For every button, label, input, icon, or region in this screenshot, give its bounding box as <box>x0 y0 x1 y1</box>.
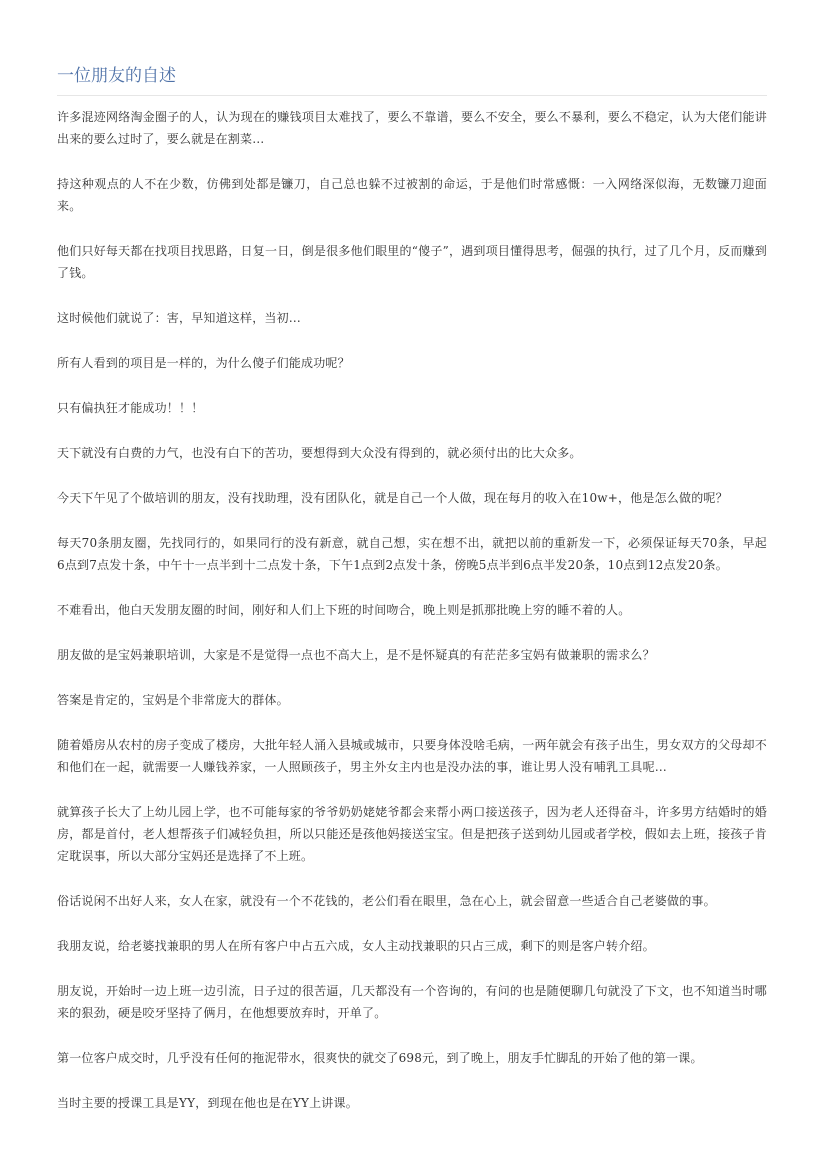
paragraph: 俗话说闲不出好人来，女人在家，就没有一个不花钱的，老公们看在眼里，急在心上，就会留意一些适合自己老婆做的事。 <box>57 894 716 908</box>
paragraph: 答案是肯定的，宝妈是个非常庞大的群体。 <box>57 693 289 707</box>
paragraph: 天下就没有白费的力气，也没有白下的苦功，要想得到大众没有得到的，就必须付出的比大众多。 <box>57 446 582 460</box>
article <box>57 62 767 1137</box>
paragraph: 持这种观点的人不在少数，仿佛到处都是镰刀，自己总也躲不过被割的命运，于是他们时常感慨：一入网络深似海，无数镰刀迎面来。 <box>57 177 767 213</box>
paragraph: 朋友做的是宝妈兼职培训，大家是不是觉得一点也不高大上，是不是怀疑真的有茫茫多宝妈有做兼职的需求么？ <box>57 648 655 662</box>
paragraph: 当时主要的授课工具是YY，到现在他也是在YY上讲课。 <box>57 1096 358 1110</box>
paragraph: 他们只好每天都在找项目找思路，日复一日，倒是很多他们眼里的“傻子”，遇到项目懂得思考，倔强的执行，过了几个月，反而赚到了钱。 <box>57 244 767 280</box>
paragraph: 第一位客户成交时，几乎没有任何的拖泥带水，很爽快的就交了698元，到了晚上，朋友手忙脚乱的开始了他的第一课。 <box>57 1051 703 1065</box>
paragraph: 就算孩子长大了上幼儿园上学，也不可能每家的爷爷奶奶姥姥爷都会来帮小两口接送孩子，因为老人还得奋斗，许多男方结婚时的婚房，都是首付，老人想帮孩子们减轻负担，所以只能还是孩他妈接送宝宝。但是把孩子送到幼儿园或者学校，假如去上班，接孩子肯定耽误事，所以大部分宝妈还是选择了不上班。 <box>57 805 767 863</box>
paragraph: 朋友说，开始时一边上班一边引流，日子过的很苦逼，几天都没有一个咨询的，有问的也是随便聊几句就没了下文，也不知道当时哪来的狠劲，硬是咬牙坚持了俩月，在他想要放弃时，开单了。 <box>57 984 767 1020</box>
paragraph: 许多混迹网络淘金圈子的人，认为现在的赚钱项目太难找了，要么不靠谱，要么不安全，要么不暴利，要么不稳定，认为大佬们能讲出来的要么过时了，要么就是在割菜… <box>57 110 767 146</box>
paragraph: 只有偏执狂才能成功！！！ <box>57 401 204 415</box>
article-body <box>57 106 767 1114</box>
paragraph: 所有人看到的项目是一样的，为什么傻子们能成功呢？ <box>57 356 350 370</box>
paragraph: 我朋友说，给老婆找兼职的男人在所有客户中占五六成，女人主动找兼职的只占三成，剩下的则是客户转介绍。 <box>57 939 655 953</box>
paragraph: 这时候他们就说了：害，早知道这样，当初… <box>57 311 302 325</box>
paragraph: 不难看出，他白天发朋友圈的时间，刚好和人们上下班的时间吻合，晚上则是抓那批晚上穷的睡不着的人。 <box>57 603 631 617</box>
paragraph: 今天下午见了个做培训的朋友，没有找助理，没有团队化，就是自己一个人做，现在每月的收入在10w+，他是怎么做的呢？ <box>57 491 728 505</box>
article-title: 一位朋友的自述 <box>57 62 767 96</box>
paragraph: 随着婚房从农村的房子变成了楼房，大批年轻人涌入县城或城市，只要身体没啥毛病，一两年就会有孩子出生，男女双方的父母却不和他们在一起，就需要一人赚钱养家，一人照顾孩子，男主外女主内也是没办法的事，谁让男人没有哺乳工具呢… <box>57 738 767 774</box>
paragraph: 每天70条朋友圈，先找同行的，如果同行的没有新意，就自己想，实在想不出，就把以前的重新发一下，必须保证每天70条，早起6点到7点发十条，中午十一点半到十二点发十条，下午1点到2点发十条，傍晚5点半到6点半发20条，10点到12点发20条。 <box>57 536 767 572</box>
